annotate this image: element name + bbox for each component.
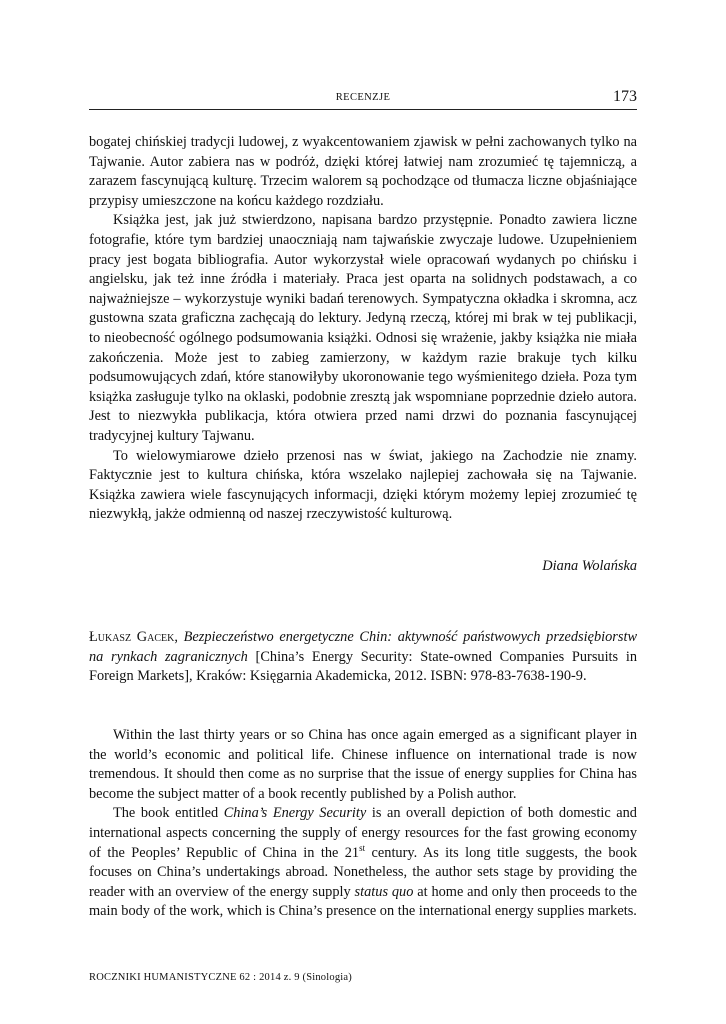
header-rule [89, 109, 637, 110]
review-1-body [89, 133, 637, 525]
page [89, 0, 637, 1024]
running-head [89, 88, 637, 112]
p2-status-quo: status quo [354, 883, 414, 900]
journal-footer: ROCZNIKI HUMANISTYCZNE 62 : 2014 z. 9 (Sinologia) [89, 972, 352, 983]
p2-part-a: The book entitled [113, 805, 219, 822]
review-1-paragraph: To wielowymiarowe dzieło przenosi nas w świat, jakiego na Zachodzie nie znamy. Faktycznie jest to kultura chińska, która wszelako najlepiej zachowała się na Tajwanie. Książka zawiera wiele fascynujących informacji, dzięki którym możemy lepiej zrozumieć tę niezwykłą, jakże odmienną od naszej rzeczywistość kulturową. [89, 447, 637, 523]
p2-part-b: is an overall depiction of both domestic and international aspects concerning the supply of energy resources for the fast growing economy of the Peoples’ Republic of China in the 21 [89, 805, 637, 861]
review-2-paragraph [89, 804, 637, 922]
running-title: RECENZJE [335, 92, 391, 103]
review-2-body [89, 726, 637, 922]
review-1-paragraph: bogatej chińskiej tradycji ludowej, z wyakcentowaniem zjawisk w pełni zachowanych tylko na Tajwanie. Autor zabiera nas w podróż, dzięki której łatwiej nam zrozumieć tę tajemniczą, a zarazem fascynującą kulturę. Trzecim walorem są pochodzące od tłumacza liczne objaśniające przypisy umieszczone na końcu każdego rozdziału. [89, 134, 637, 209]
book-title: Bezpieczeństwo energetyczne Chin: aktywność państwowych przedsiębiorstw na rynkach zagranicznych [89, 629, 638, 665]
book-reference: Łukasz Gacek, Bezpieczeństwo energetyczne Chin: aktywność państwowych przedsiębiorstw na rynkach zagranicznych [China’s Energy Security: State-owned Companies Pursuits in Foreign Markets], Kraków: Księgarnia Akademicka, 2012. ISBN: 978-83-7638-190-9. [89, 629, 638, 685]
p2-superscript: st [359, 842, 366, 853]
review-1-paragraph: Książka jest, jak już stwierdzono, napisana bardzo przystępnie. Ponadto zawiera liczne fotografie, które tym bardziej unaoczniają nam tajwańskie zwyczaje ludowe. Uzupełnieniem pracy jest bogata bibliografia. Autor wykorzystał wiele opracowań wydanych po chińsku i angielsku, jak też inne źródła i materiały. Praca jest oparta na solidnych podstawach, a co najważniejsze – wykorzystuje wyniki badań terenowych. Sympatyczna okładka i skromna, acz gustowna szata graficzna zachęcają do lektury. Jedyną rzeczą, której mi brak w tej publikacji, to nieobecność ogólnego podsumowania książki. Odnosi się wrażenie, jakby książka nie miała zakończenia. Może jest to zabieg zamierzony, w każdym razie brakuje tych kilku podsumowujących zdań, które stanowiłyby ukoronowanie tego wyśmienitego dzieła. Poza tym książka zasługuje tylko na oklaski, podobnie zresztą jak wspomniane poprzednie dzieło autora. Jest to niezwykła publikacja, która otwiera przed nami drzwi do poznania fascynującej tradycyjnej kultury Tajwanu. [89, 212, 637, 444]
p2-part-c: century. As its long title suggests, the book focuses on China’s undertakings abroad. Nonetheless, the author sets stage by providing the reader with an overview of the energy supply [89, 844, 638, 900]
page-number: 173 [613, 88, 637, 105]
book-author: Łukasz Gacek [89, 629, 175, 645]
review-2-paragraph: Within the last thirty years or so China has once again emerged as a significant player in the world’s economic and political life. Chinese influence on international trade is now tremendous. It should then come as no surprise that the issue of energy supplies for China has become the subject matter of a book recently published by a Polish author. [89, 727, 637, 802]
book-details: [China’s Energy Security: State-owned Companies Pursuits in Foreign Markets], Kraków: Księgarnia Akademicka, 2012. ISBN: 978-83-7638-190-9. [89, 648, 637, 685]
p2-part-d: at home and only then proceeds to the main body of the work, which is China’s presence on the international energy supplies markets. [89, 883, 637, 920]
review-1-signature: Diana Wolańska [542, 558, 637, 574]
p2-book-title: China’s Energy Security [223, 805, 367, 822]
